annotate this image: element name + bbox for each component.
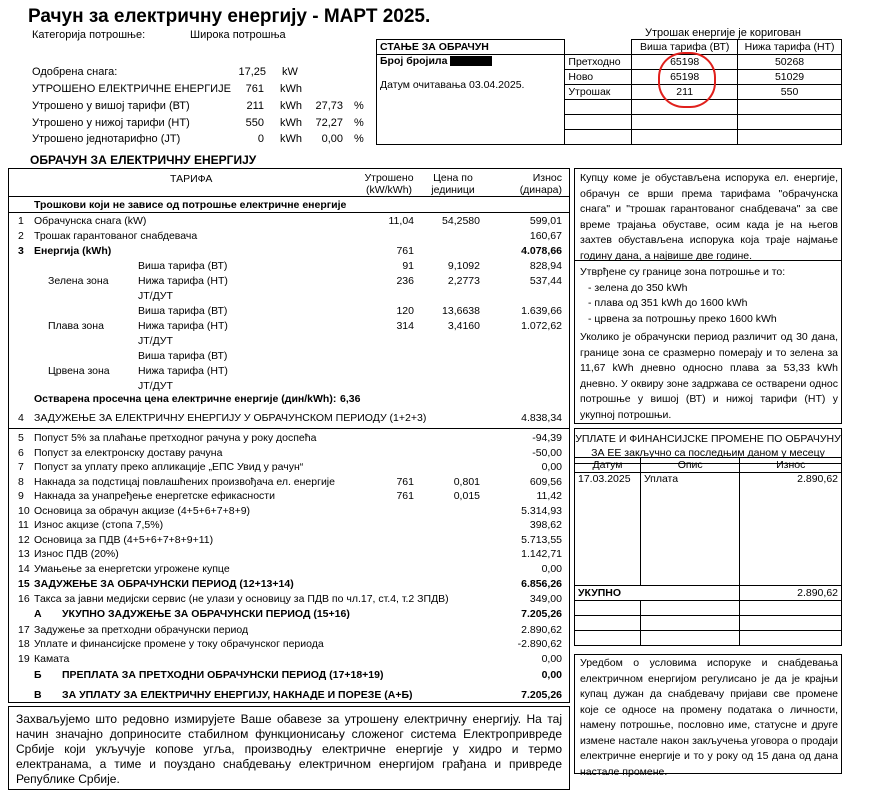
zone-amount: 1.639,66: [521, 305, 562, 317]
calc-row-number: 12: [18, 534, 30, 546]
calc-row-amount: 349,00: [529, 593, 562, 605]
zone-price: 2,2773: [447, 275, 480, 287]
calc-row-label: Такса за јавни медијски сервис (не улази у основицу за ПДВ по чл.17, ст.4, т.2 ЗПДВ): [34, 593, 449, 605]
calc-row-price: 0,801: [453, 476, 480, 488]
usage-nt: 550: [738, 85, 842, 100]
calc-row-amount: 599,01: [529, 215, 562, 227]
calc-section-title: ОБРАЧУН ЗА ЕЛЕКТРИЧНУ ЕНЕРГИЈУ: [30, 153, 257, 167]
calc-row-number: 2: [18, 230, 24, 242]
nt-header: Нижа тарифа (НТ): [738, 40, 842, 55]
calc-row-label: Уплате и финансијске промене у току обрачунског периода: [34, 638, 324, 650]
consumption-row-unit: kWh: [280, 100, 302, 112]
thanks-note: Захваљујемо што редовно измирујете Ваше обавезе за утрошену електричну енергију. На тај начин значајно доприносите стабилном функционисању сложеног система Електропривреде Србије који укључује копове угља, производњу електричне енергије у хидро и термо електранама, а тиме и поуздано снабдевању електричном енергијом грађана и привреде Републике Србије.: [16, 712, 562, 786]
calc-row-amount: 0,00: [541, 653, 562, 665]
calc-row-label: ЗАДУЖЕЊЕ ЗА ЕЛЕКТРИЧНУ ЕНЕРГИЈУ У ОБРАЧУНСКОМ ПЕРИОДУ (1+2+3): [34, 412, 427, 424]
power-label: Одобрена снага:: [32, 66, 118, 78]
suspended-note: Купцу коме је обустављена испорука ел. енергије, обрачун се врши према тарифама "обрачунска снага" и "трошак гарантованог снабдевача" за све време трајања обуставе, осим када је на његов захтев обустављена испорука која траје најмање годину дана, а највише две године.: [580, 172, 838, 262]
consumption-row-unit: kWh: [280, 117, 302, 129]
payments-title-line2: ЗА ЕЕ закључно са последњим даном у месецу: [591, 447, 825, 459]
zone-tariff-label: Виша тарифа (ВТ): [138, 305, 228, 317]
consumed-value: 761: [245, 83, 264, 95]
usage-vt: 211: [632, 85, 738, 100]
read-date: Датум очитавања 03.04.2025.: [380, 79, 525, 91]
avg-price-value: 6,36: [340, 393, 361, 405]
usage-label: Утрошак: [565, 85, 632, 100]
consumption-row-value: 550: [245, 117, 264, 129]
consumption-row-pct-unit: %: [354, 133, 364, 145]
calc-header-divider: [8, 196, 570, 197]
pay-total-value: 2.890,62: [740, 586, 842, 601]
calc-row-label: Умањење за енергетски угрожене купце: [34, 563, 230, 575]
consumption-row-pct-unit: %: [354, 117, 364, 129]
calc-row-label: ПРЕПЛАТА ЗА ПРЕТХОДНИ ОБРАЧУНСКИ ПЕРИОД (17+18+19): [62, 669, 384, 681]
zone-used: 91: [402, 260, 414, 272]
category-value: Широка потрошња: [190, 29, 286, 41]
calc-row-label: УКУПНО ЗАДУЖЕЊЕ ЗА ОБРАЧУНСКИ ПЕРИОД (15+16): [62, 608, 350, 620]
zone-tariff-label: Виша тарифа (ВТ): [138, 260, 228, 272]
zone-name: Зелена зона: [48, 275, 109, 287]
consumption-row-unit: kWh: [280, 133, 302, 145]
calc-row-number: 11: [18, 519, 29, 531]
zones-note: [580, 265, 838, 423]
calc-row-label: Попуст за уплату преко апликације „ЕПС Увид у рачун“: [34, 461, 304, 473]
calc-row-number: 9: [18, 490, 24, 502]
consumption-row-label: Утрошено једнотарифно (ЈТ): [32, 133, 181, 145]
calc-row-amount: 7.205,26: [521, 689, 562, 701]
calc-row-number: В: [34, 689, 42, 701]
zone-name: Плава зона: [48, 320, 104, 332]
calc-row-used: 761: [396, 490, 414, 502]
calc-row-amount: -94,39: [532, 432, 562, 444]
calc-row-amount: 160,67: [529, 230, 562, 242]
zone-tariff-label: Виша тарифа (ВТ): [138, 350, 228, 362]
calc-row-label: Износ ПДВ (20%): [34, 548, 119, 560]
zone-tariff-label: ЈТ/ДУТ: [138, 335, 173, 347]
calc-row-label: Попуст 5% за плаћање претходног рачуна у року доспећа: [34, 432, 317, 444]
col-amount: Износ (динара): [519, 172, 562, 196]
calc-row-amount: 4.078,66: [521, 245, 562, 257]
calc-row-used: 761: [396, 245, 414, 257]
calc-row-number: 7: [18, 461, 24, 473]
calc-row-label: Трошак гарантованог снабдевача: [34, 230, 198, 242]
zone-used: 314: [396, 320, 414, 332]
zone-used: 236: [396, 275, 414, 287]
calc-row-amount: 6.856,26: [521, 578, 562, 590]
zone-name: Црвена зона: [48, 365, 110, 377]
zones-intro: Утврђене су границе зона потрошње и то:: [580, 266, 786, 278]
corrected-note: Утрошак енергије је коригован: [645, 27, 802, 39]
meter-state-table: [376, 39, 842, 145]
calc-row-label: ЗА УПЛАТУ ЗА ЕЛЕКТРИЧНУ ЕНЕРГИЈУ, НАКНАДЕ И ПОРЕЗЕ (А+Б): [62, 689, 413, 701]
meter-number-redaction: [450, 56, 492, 66]
consumed-unit: kWh: [280, 83, 302, 95]
calc-row-label: Задужење за претходни обрачунски период: [34, 624, 249, 636]
zone-price: 3,4160: [447, 320, 480, 332]
calc-row-number: 13: [18, 548, 30, 560]
consumption-row-pct-unit: %: [354, 100, 364, 112]
pay-total-label: УКУПНО: [575, 586, 641, 601]
independent-header: Трошкови који не зависе од потрошње електричне енергије: [34, 199, 347, 211]
calc-row-amount: 1.142,71: [521, 548, 562, 560]
calc-row-number: 14: [18, 563, 30, 575]
pay-col-desc: Опис: [640, 458, 740, 473]
col-tariff: ТАРИФА: [170, 173, 213, 185]
zone-tariff-label: ЈТ/ДУТ: [138, 380, 173, 392]
calc-row-number: 18: [18, 638, 30, 650]
consumption-row-value: 0: [257, 133, 264, 145]
calc-row-label: Основица за ПДВ (4+5+6+7+8+9+11): [34, 534, 214, 546]
payments-table: [574, 457, 842, 646]
zone-used: 120: [396, 305, 414, 317]
calc-row-number: 6: [18, 447, 24, 459]
regulation-note: Уредбом о условима испоруке и снабдевања електричном енергијом регулисано је да је крајњи купац дужан да снабдевачу пријави све промене које се односе на промену података о личности, намену потрошње, пословно име, статусне и друге измене настале након закључења уговора о продаји електричне енергије и то у року од 15 дана од дана настале промене.: [580, 657, 838, 778]
avg-price-label: Остварена просечна цена електричне енергије (дин/kWh):: [34, 393, 337, 405]
calc-row-amount: -2.890,62: [517, 638, 562, 650]
zone-tariff-label: Нижа тарифа (НТ): [138, 275, 228, 287]
calc-row-number: 16: [18, 593, 30, 605]
calc-row-price: 54,2580: [442, 215, 480, 227]
vt-header: Виша тарифа (ВТ): [632, 40, 738, 55]
pay-row-desc: Уплата: [640, 473, 740, 586]
calc-row-amount: 5.314,93: [521, 505, 562, 517]
mid-divider: [8, 428, 570, 429]
calc-row-number: 1: [18, 215, 24, 227]
calc-row-label: Попуст за електронску доставу рачуна: [34, 447, 223, 459]
prev-label: Претходно: [565, 55, 632, 70]
pay-row-date: 17.03.2025: [575, 473, 641, 586]
calc-row-amount: 0,00: [541, 461, 562, 473]
consumption-row-pct: 27,73: [315, 100, 343, 112]
zones-blue: - плава од 351 kWh до 1600 kWh: [588, 297, 748, 309]
consumption-row-label: Утрошено у вишој тарифи (ВТ): [32, 100, 190, 112]
bill-title: Рачун за електричну енергију - МАРТ 2025.: [28, 6, 431, 27]
zone-tariff-label: ЈТ/ДУТ: [138, 290, 173, 302]
new-nt: 51029: [738, 70, 842, 85]
zone-amount: 537,44: [529, 275, 562, 287]
calc-row-amount: 4.838,34: [521, 412, 562, 424]
category-label: Категорија потрошње:: [32, 29, 146, 41]
calc-row-amount: 5.713,55: [521, 534, 562, 546]
calc-row-number: 8: [18, 476, 24, 488]
zone-tariff-label: Нижа тарифа (НТ): [138, 365, 228, 377]
calc-row-amount: 0,00: [541, 669, 562, 681]
calc-row-amount: 0,00: [541, 563, 562, 575]
prev-nt: 50268: [738, 55, 842, 70]
col-used: Утрошено (kW/kWh): [364, 172, 414, 196]
calc-row-label: Износ акцизе (стопа 7,5%): [34, 519, 164, 531]
meter-no-label: Број бројила: [380, 55, 561, 67]
calc-row-label: Камата: [34, 653, 70, 665]
new-label: Ново: [565, 70, 632, 85]
col-price: Цена по јединици: [431, 172, 475, 196]
consumption-row-label: Утрошено у нижој тарифи (НТ): [32, 117, 190, 129]
calc-row-number: А: [34, 608, 42, 620]
zone-price: 13,6638: [442, 305, 480, 317]
power-unit: kW: [282, 66, 298, 78]
calc-row-used: 761: [396, 476, 414, 488]
pay-row-amount: 2.890,62: [740, 473, 842, 586]
zones-red: - црвена за потрошњу преко 1600 kWh: [588, 312, 777, 325]
zone-tariff-label: Нижа тарифа (НТ): [138, 320, 228, 332]
state-header: СТАЊЕ ЗА ОБРАЧУН: [377, 40, 565, 55]
power-value: 17,25: [238, 66, 266, 78]
independent-divider: [8, 212, 570, 213]
calc-row-amount: 609,56: [529, 476, 562, 488]
calc-row-label: Енергија (kWh): [34, 245, 112, 257]
calc-row-amount: 2.890,62: [521, 624, 562, 636]
calc-row-number: 19: [18, 653, 30, 665]
calc-row-number: 15: [18, 578, 30, 590]
zone-price: 9,1092: [447, 260, 480, 272]
pay-col-amount: Износ: [740, 458, 842, 473]
prev-vt: 65198: [632, 55, 738, 70]
zones-text: Уколико је обрачунски период различит од 30 дана, границе зона се сразмерно померају и то зелена за 11,67 kWh дневно односно плава за 53,33 kWh дневно. У оквиру зоне задржава се остварени однос потрошње у вишој (ВТ) и нижој тарифи (НТ) у укупној потрошњи.: [580, 331, 838, 421]
calc-row-amount: -50,00: [532, 447, 562, 459]
calc-row-number: 3: [18, 245, 24, 257]
pay-col-date: Датум: [575, 458, 641, 473]
payments-title: [574, 432, 842, 460]
calc-row-price: 0,015: [453, 490, 480, 502]
calc-row-used: 11,04: [388, 215, 414, 227]
zones-green: - зелена до 350 kWh: [588, 281, 688, 294]
new-vt: 65198: [632, 70, 738, 85]
calc-row-amount: 11,42: [536, 490, 562, 502]
calc-row-number: 5: [18, 432, 24, 444]
calc-row-amount: 398,62: [529, 519, 562, 531]
calc-row-label: Основица за обрачун акцизе (4+5+6+7+8+9): [34, 505, 251, 517]
consumption-row-pct: 0,00: [321, 133, 343, 145]
consumption-row-value: 211: [246, 100, 264, 112]
calc-row-number: 17: [18, 624, 30, 636]
calc-row-amount: 7.205,26: [521, 608, 562, 620]
highlight-circle: [658, 52, 716, 108]
payments-title-line1: УПЛАТЕ И ФИНАНСИЈСКЕ ПРОМЕНЕ ПО ОБРАЧУНУ: [575, 433, 841, 445]
zone-amount: 828,94: [529, 260, 562, 272]
zone-amount: 1.072,62: [521, 320, 562, 332]
consumed-label: УТРОШЕНО ЕЛЕКТРИЧНЕ ЕНЕРГИЈЕ: [32, 83, 231, 95]
calc-row-number: Б: [34, 669, 42, 681]
calc-row-number: 10: [18, 505, 30, 517]
calc-row-label: Накнада за унапређење енергетске ефикасности: [34, 490, 275, 502]
calc-row-label: Накнада за подстицај повлашћених произвођача ел. енергије: [34, 476, 335, 488]
calc-row-number: 4: [18, 412, 24, 424]
calc-row-label: Обрачунска снага (kW): [34, 215, 147, 227]
consumption-row-pct: 72,27: [315, 117, 343, 129]
calc-row-label: ЗАДУЖЕЊЕ ЗА ОБРАЧУНСКИ ПЕРИОД (12+13+14): [34, 578, 294, 590]
